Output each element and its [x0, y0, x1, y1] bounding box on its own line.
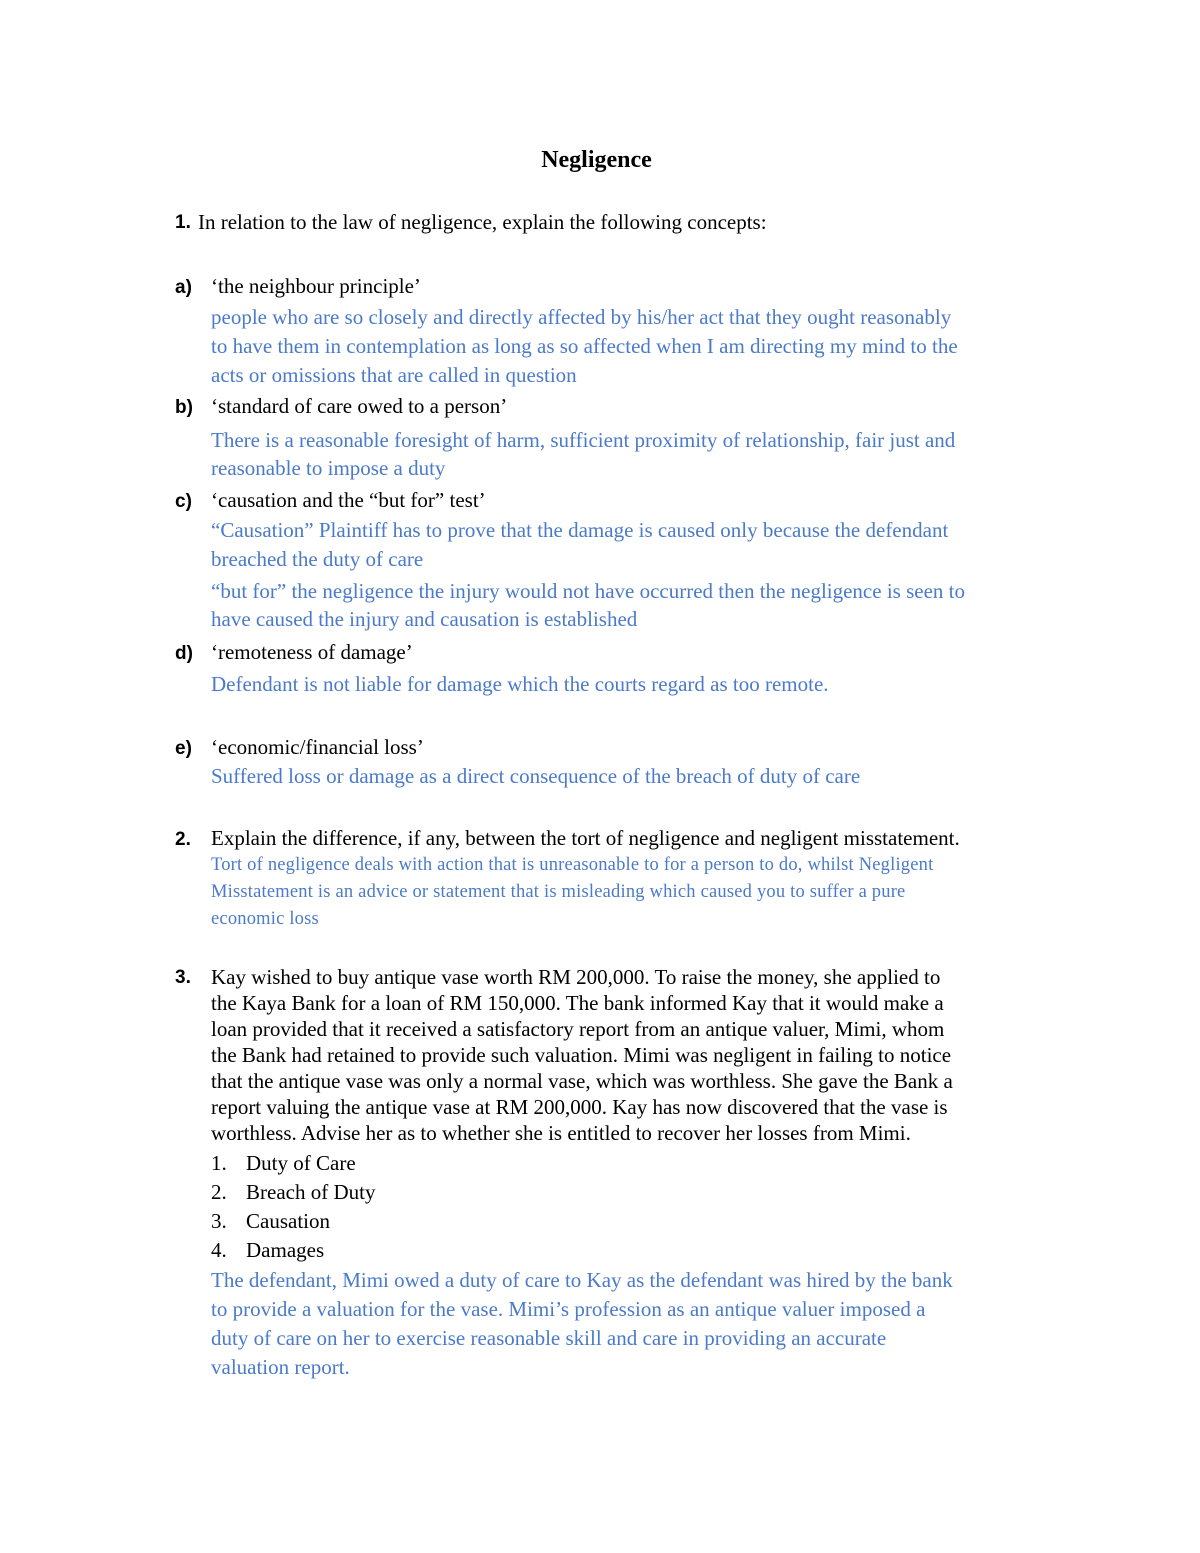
q1-item-d-answer-line: Defendant is not liable for damage which the courts regard as too remote.	[211, 672, 829, 696]
q2-number: 2.	[175, 829, 191, 850]
q1-item-c-answer-line: breached the duty of care	[211, 547, 424, 571]
q2-answer-line: economic loss	[211, 909, 319, 929]
q1-item-e-term: ‘economic/financial loss’	[211, 735, 424, 759]
q3-list-number: 1.	[211, 1151, 227, 1175]
page-title: Negligence	[541, 147, 652, 173]
q3-list-number: 4.	[211, 1238, 227, 1262]
q3-prompt-line: the Bank had retained to provide such valuation. Mimi was negligent in failing to notice	[211, 1043, 952, 1067]
q1-item-a-answer-line: to have them in contemplation as long as so affected when I am directing my mind to the	[211, 334, 958, 358]
q1-item-e-answer-line: Suffered loss or damage as a direct consequence of the breach of duty of care	[211, 764, 861, 788]
q1-prompt: In relation to the law of negligence, explain the following concepts:	[198, 210, 767, 234]
q1-item-a-term: ‘the neighbour principle’	[211, 274, 421, 298]
q3-list-number: 2.	[211, 1180, 227, 1204]
q3-prompt-line: Kay wished to buy antique vase worth RM 200,000. To raise the money, she applied to	[211, 965, 941, 989]
q3-prompt-line: loan provided that it received a satisfactory report from an antique valuer, Mimi, whom	[211, 1017, 945, 1041]
q3-answer-line: The defendant, Mimi owed a duty of care to Kay as the defendant was hired by the bank	[211, 1268, 953, 1292]
q1-item-a-answer-line: acts or omissions that are called in question	[211, 363, 577, 387]
q1-number: 1.	[175, 212, 191, 233]
q1-item-c-answer-line: have caused the injury and causation is established	[211, 607, 638, 631]
q1-item-a-answer-line: people who are so closely and directly affected by his/her act that they ought reasonably	[211, 305, 952, 329]
q1-item-b-term: ‘standard of care owed to a person’	[211, 394, 508, 418]
q3-prompt-line: that the antique vase was only a normal vase, which was worthless. She gave the Bank a	[211, 1069, 953, 1093]
q3-list-item: Duty of Care	[246, 1151, 356, 1175]
q1-item-d-label: d)	[175, 643, 193, 664]
q3-number: 3.	[175, 967, 191, 988]
q3-answer-line: valuation report.	[211, 1355, 350, 1379]
q3-prompt-line: worthless. Advise her as to whether she is entitled to recover her losses from Mimi.	[211, 1121, 911, 1145]
q1-item-b-answer-line: There is a reasonable foresight of harm, sufficient proximity of relationship, fair just and	[211, 428, 956, 452]
q3-prompt-line: report valuing the antique vase at RM 200,000. Kay has now discovered that the vase is	[211, 1095, 948, 1119]
q1-item-b-answer-line: reasonable to impose a duty	[211, 456, 446, 480]
q1-item-c-answer-line: “but for” the negligence the injury would not have occurred then the negligence is seen to	[211, 579, 965, 603]
q3-list-number: 3.	[211, 1209, 227, 1233]
q3-prompt-line: the Kaya Bank for a loan of RM 150,000. The bank informed Kay that it would make a	[211, 991, 944, 1015]
q1-item-d-term: ‘remoteness of damage’	[211, 640, 413, 664]
q2-answer-line: Tort of negligence deals with action that is unreasonable to for a person to do, whilst Negligent	[211, 855, 934, 875]
q3-list-item: Damages	[246, 1238, 325, 1262]
q1-item-c-term: ‘causation and the “but for” test’	[211, 488, 486, 512]
q1-item-a-label: a)	[175, 277, 192, 298]
q1-item-b-label: b)	[175, 397, 193, 418]
q3-list-item: Causation	[246, 1209, 330, 1233]
q2-answer-line: Misstatement is an advice or statement that is misleading which caused you to suffer a pure	[211, 882, 906, 902]
q2-prompt: Explain the difference, if any, between the tort of negligence and negligent misstatement.	[211, 826, 960, 850]
q1-item-c-label: c)	[175, 491, 192, 512]
q1-item-c-answer-line: “Causation” Plaintiff has to prove that the damage is caused only because the defendant	[211, 518, 949, 542]
q3-list-item: Breach of Duty	[246, 1180, 376, 1204]
q3-answer-line: duty of care on her to exercise reasonable skill and care in providing an accurate	[211, 1326, 887, 1350]
q1-item-e-label: e)	[175, 738, 192, 759]
q3-answer-line: to provide a valuation for the vase. Mimi’s profession as an antique valuer imposed a	[211, 1297, 926, 1321]
